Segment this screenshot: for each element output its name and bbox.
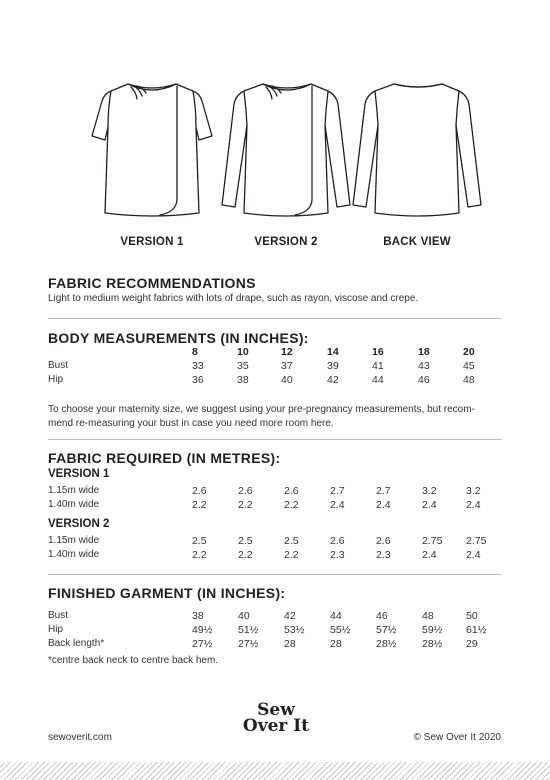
measurement-cell: 43: [418, 360, 430, 372]
measurement-cell: 48: [463, 374, 475, 386]
garment-cell: 49½: [192, 624, 213, 636]
measurement-cell: 41: [372, 360, 384, 372]
fabric-required-title: FABRIC REQUIRED (IN METRES):: [48, 450, 281, 466]
row-label: 1.15m wide: [48, 535, 100, 546]
size-header: 10: [237, 346, 249, 358]
version1-subtitle: VERSION 1: [48, 468, 110, 480]
decorative-stripe-band: [0, 762, 550, 780]
logo-line2: Over It: [242, 716, 310, 736]
fabric-cell: 2.4: [422, 549, 437, 561]
fabric-cell: 3.2: [422, 485, 437, 497]
measurement-cell: 42: [327, 374, 339, 386]
website-link[interactable]: sewoverit.com: [48, 732, 112, 743]
row-label: Bust: [48, 610, 69, 621]
garment-cell: 28½: [422, 638, 443, 650]
size-header: 8: [192, 346, 198, 358]
fabric-cell: 2.3: [330, 549, 345, 561]
body-measurements-title: BODY MEASUREMENTS (IN INCHES):: [48, 330, 309, 346]
measurement-cell: 36: [192, 374, 204, 386]
garment-cell: 40: [238, 610, 250, 622]
fabric-cell: 2.6: [376, 535, 391, 547]
garment-cell: 48: [422, 610, 434, 622]
garment-cell: 38: [192, 610, 204, 622]
fabric-cell: 2.4: [466, 549, 481, 561]
garment-cell: 46: [376, 610, 388, 622]
fabric-cell: 2.6: [238, 485, 253, 497]
measurement-cell: 39: [327, 360, 339, 372]
size-header: 16: [372, 346, 384, 358]
fabric-cell: 2.5: [192, 535, 207, 547]
fabric-cell: 2.2: [284, 499, 299, 511]
fabric-cell: 2.5: [284, 535, 299, 547]
finished-garment-title: FINISHED GARMENT (IN INCHES):: [48, 585, 286, 601]
fabric-cell: 2.75: [422, 535, 443, 547]
version2-drawing: [222, 84, 350, 216]
measurement-cell: 35: [237, 360, 249, 372]
measurement-cell: 38: [237, 374, 249, 386]
measurement-cell: 46: [418, 374, 430, 386]
row-label: 1.40m wide: [48, 499, 100, 510]
fabric-cell: 2.4: [422, 499, 437, 511]
garment-cell: 44: [330, 610, 342, 622]
measurement-cell: 45: [463, 360, 475, 372]
back-length-footnote: *centre back neck to centre back hem.: [48, 655, 219, 666]
garment-cell: 51½: [238, 624, 259, 636]
garment-cell: 28½: [376, 638, 397, 650]
row-label: Bust: [48, 360, 69, 371]
version1-label: VERSION 1: [120, 236, 184, 248]
version2-subtitle: VERSION 2: [48, 518, 110, 530]
fabric-cell: 2.5: [238, 535, 253, 547]
garment-illustrations: [0, 0, 550, 230]
maternity-note-line2: mend re-measuring your bust in case you need more room here.: [48, 418, 334, 429]
version1-drawing: [92, 84, 212, 216]
measurement-cell: 33: [192, 360, 204, 372]
garment-cell: 53½: [284, 624, 305, 636]
fabric-cell: 2.6: [330, 535, 345, 547]
fabric-recommendations-title: FABRIC RECOMMENDATIONS: [48, 275, 256, 291]
fabric-cell: 2.2: [238, 499, 253, 511]
size-header: 20: [463, 346, 475, 358]
fabric-cell: 2.2: [284, 549, 299, 561]
fabric-cell: 2.75: [466, 535, 487, 547]
divider: [48, 574, 502, 575]
row-label: 1.15m wide: [48, 485, 100, 496]
garment-cell: 42: [284, 610, 296, 622]
fabric-cell: 2.7: [330, 485, 345, 497]
garment-cell: 59½: [422, 624, 443, 636]
copyright: © Sew Over It 2020: [413, 732, 501, 743]
fabric-cell: 2.3: [376, 549, 391, 561]
fabric-cell: 2.6: [192, 485, 207, 497]
garment-cell: 55½: [330, 624, 351, 636]
fabric-cell: 3.2: [466, 485, 481, 497]
garment-cell: 28: [330, 638, 342, 650]
size-header: 18: [418, 346, 430, 358]
size-header: 14: [327, 346, 339, 358]
garment-cell: 27½: [192, 638, 213, 650]
garment-cell: 29: [466, 638, 478, 650]
row-label: 1.40m wide: [48, 549, 100, 560]
measurement-cell: 40: [281, 374, 293, 386]
logo-line1: Sew: [257, 700, 295, 720]
divider: [48, 318, 502, 319]
fabric-cell: 2.4: [376, 499, 391, 511]
maternity-note-line1: To choose your maternity size, we suggest using your pre-pregnancy measurements, but recom-: [48, 404, 475, 415]
measurement-cell: 44: [372, 374, 384, 386]
fabric-cell: 2.7: [376, 485, 391, 497]
measurement-cell: 37: [281, 360, 293, 372]
fabric-cell: 2.2: [238, 549, 253, 561]
back-view-drawing: [353, 84, 481, 216]
row-label: Hip: [48, 374, 64, 385]
garment-cell: 50: [466, 610, 478, 622]
back-view-label: BACK VIEW: [383, 236, 451, 248]
sew-over-it-logo: [236, 702, 316, 734]
row-label: Back length*: [48, 638, 105, 649]
fabric-cell: 2.4: [330, 499, 345, 511]
fabric-recommendations-text: Light to medium weight fabrics with lots of drape, such as rayon, viscose and crepe.: [48, 293, 419, 304]
fabric-cell: 2.6: [284, 485, 299, 497]
garment-cell: 57½: [376, 624, 397, 636]
row-label: Hip: [48, 624, 64, 635]
garment-cell: 28: [284, 638, 296, 650]
fabric-cell: 2.4: [466, 499, 481, 511]
size-header: 12: [281, 346, 293, 358]
version2-label: VERSION 2: [254, 236, 318, 248]
garment-cell: 61½: [466, 624, 487, 636]
garment-cell: 27½: [238, 638, 259, 650]
divider: [48, 439, 502, 440]
fabric-cell: 2.2: [192, 549, 207, 561]
fabric-cell: 2.2: [192, 499, 207, 511]
